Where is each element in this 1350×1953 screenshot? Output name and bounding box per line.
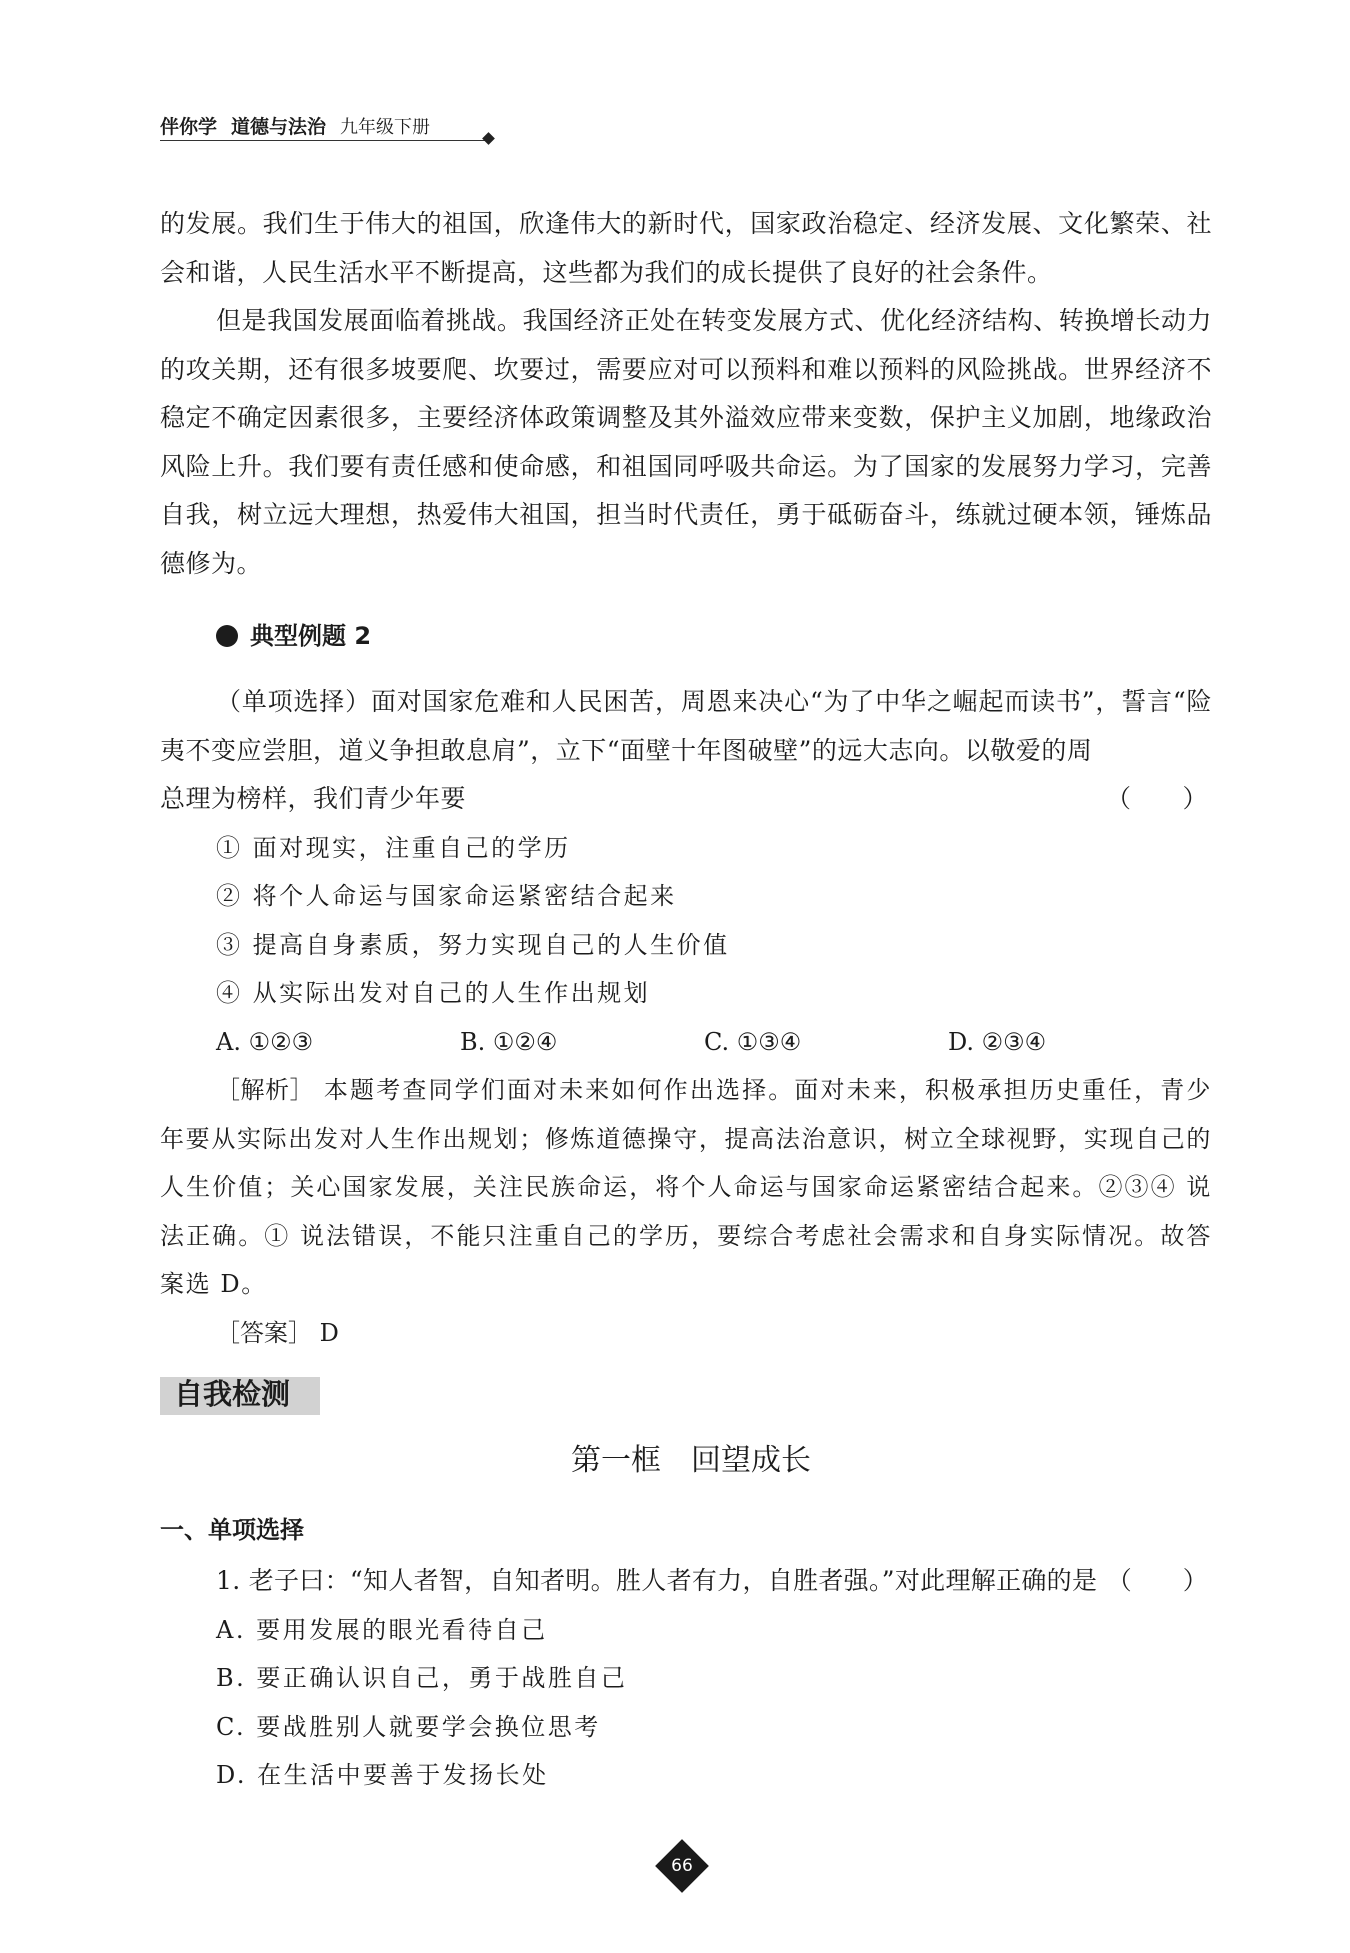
header-grade: 九年级下册 xyxy=(340,117,431,138)
analysis-paragraph xyxy=(160,1066,1212,1309)
example-stem-end: 总理为榜样，我们青少年要 xyxy=(160,784,467,813)
bullet-dot-icon xyxy=(216,625,238,647)
example-stem-start: （单项选择）面对国家危难和人民困苦，周恩来决心“为了中华之崛起而读书”，誓言“险夷不变应尝胆，道义争担敢息肩”，立下“面壁十年图破壁”的远大志向。以敬爱的周 xyxy=(160,687,1212,765)
statement-option-4: ④ 从实际出发对自己的人生作出规划 xyxy=(216,979,651,1007)
section-title xyxy=(160,1437,1212,1485)
section-number: 第一框 xyxy=(571,1443,661,1478)
choice-row xyxy=(160,1018,1212,1067)
question-1-option-d: D. 在生活中要善于发扬长处 xyxy=(216,1761,549,1789)
choice-d: D. ②③④ xyxy=(948,1027,1047,1056)
question-1-stem-row xyxy=(160,1557,1212,1606)
header-series: 伴你学 xyxy=(160,116,218,138)
page-number: 66 xyxy=(671,1856,693,1876)
question-1-option-b: B. 要正确认识自己，勇于战胜自己 xyxy=(216,1664,628,1692)
section-name: 回望成长 xyxy=(691,1443,811,1478)
answer-value: D xyxy=(319,1318,339,1347)
analysis-label: ［解析］ xyxy=(216,1076,315,1104)
statement-option-3: ③ 提高自身素质，努力实现自己的人生价值 xyxy=(216,930,730,959)
self-check-banner xyxy=(160,1371,1212,1419)
question-1-paren: （ ） xyxy=(1106,1566,1208,1595)
example-title: 典型例题 2 xyxy=(250,622,372,650)
question-1-option-a: A. 要用发展的眼光看待自己 xyxy=(216,1615,548,1644)
page-number-badge xyxy=(659,1843,705,1889)
answer-line xyxy=(160,1309,1212,1358)
page-content xyxy=(160,200,1212,1800)
running-header xyxy=(160,112,500,148)
header-rule xyxy=(160,140,490,141)
question-1-option-c: C. 要战胜别人就要学会换位思考 xyxy=(216,1712,601,1741)
analysis-text: 本题考查同学们面对未来如何作出选择。面对未来，积极承担历史重任，青少年要从实际出发对人生作出规划；修炼道德操守，提高法治意识，树立全球视野，实现自己的人生价值；关心国家发展，关注民族命运，将个人命运与国家命运紧密结合起来。②③④ 说法正确。① 说法错误，不能只注重自己的学历，要综合考虑社会需求和自身实际情况。故答案选 D。 xyxy=(160,1076,1212,1298)
choice-c: C. ①③④ xyxy=(704,1027,802,1056)
example-heading xyxy=(160,608,1212,664)
example-question xyxy=(160,678,1212,1357)
statement-option-2: ② 将个人命运与国家命运紧密结合起来 xyxy=(216,882,677,910)
header-subject: 道德与法治 xyxy=(231,116,327,138)
choice-b: B. ①②④ xyxy=(460,1027,558,1056)
question-1-stem: 1. 老子曰：“知人者智，自知者明。胜人者有力，自胜者强。”对此理解正确的是 xyxy=(216,1566,1098,1595)
answer-label: ［答案］ xyxy=(216,1318,312,1347)
question-1 xyxy=(160,1557,1212,1800)
part-title: 一、单项选择 xyxy=(160,1516,304,1544)
choice-a: A. ①②③ xyxy=(216,1027,314,1056)
statement-option-1: ① 面对现实，注重自己的学历 xyxy=(216,833,571,862)
self-check-label: 自我检测 xyxy=(174,1377,291,1411)
intro-paragraph-2: 但是我国发展面临着挑战。我国经济正处在转变发展方式、优化经济结构、转换增长动力的攻关期，还有很多坡要爬、坎要过，需要应对可以预料和难以预料的风险挑战。世界经济不稳定不确定因素很多，主要经济体政策调整及其外溢效应带来变数，保护主义加剧，地缘政治风险上升。我们要有责任感和使命感，和祖国同呼吸共命运。为了国家的发展努力学习，完善自我，树立远大理想，热爱伟大祖国，担当时代责任，勇于砥砺奋斗，练就过硬本领，锤炼品德修为。 xyxy=(160,306,1212,578)
header-diamond-icon xyxy=(482,132,495,145)
example-stem-end-row xyxy=(160,775,1212,824)
header-text xyxy=(160,112,430,139)
answer-paren: （ ） xyxy=(1105,784,1208,813)
intro-paragraph-1: 的发展。我们生于伟大的祖国，欣逢伟大的新时代，国家政治稳定、经济发展、文化繁荣、社会和谐，人民生活水平不断提高，这些都为我们的成长提供了良好的社会条件。 xyxy=(160,209,1212,287)
